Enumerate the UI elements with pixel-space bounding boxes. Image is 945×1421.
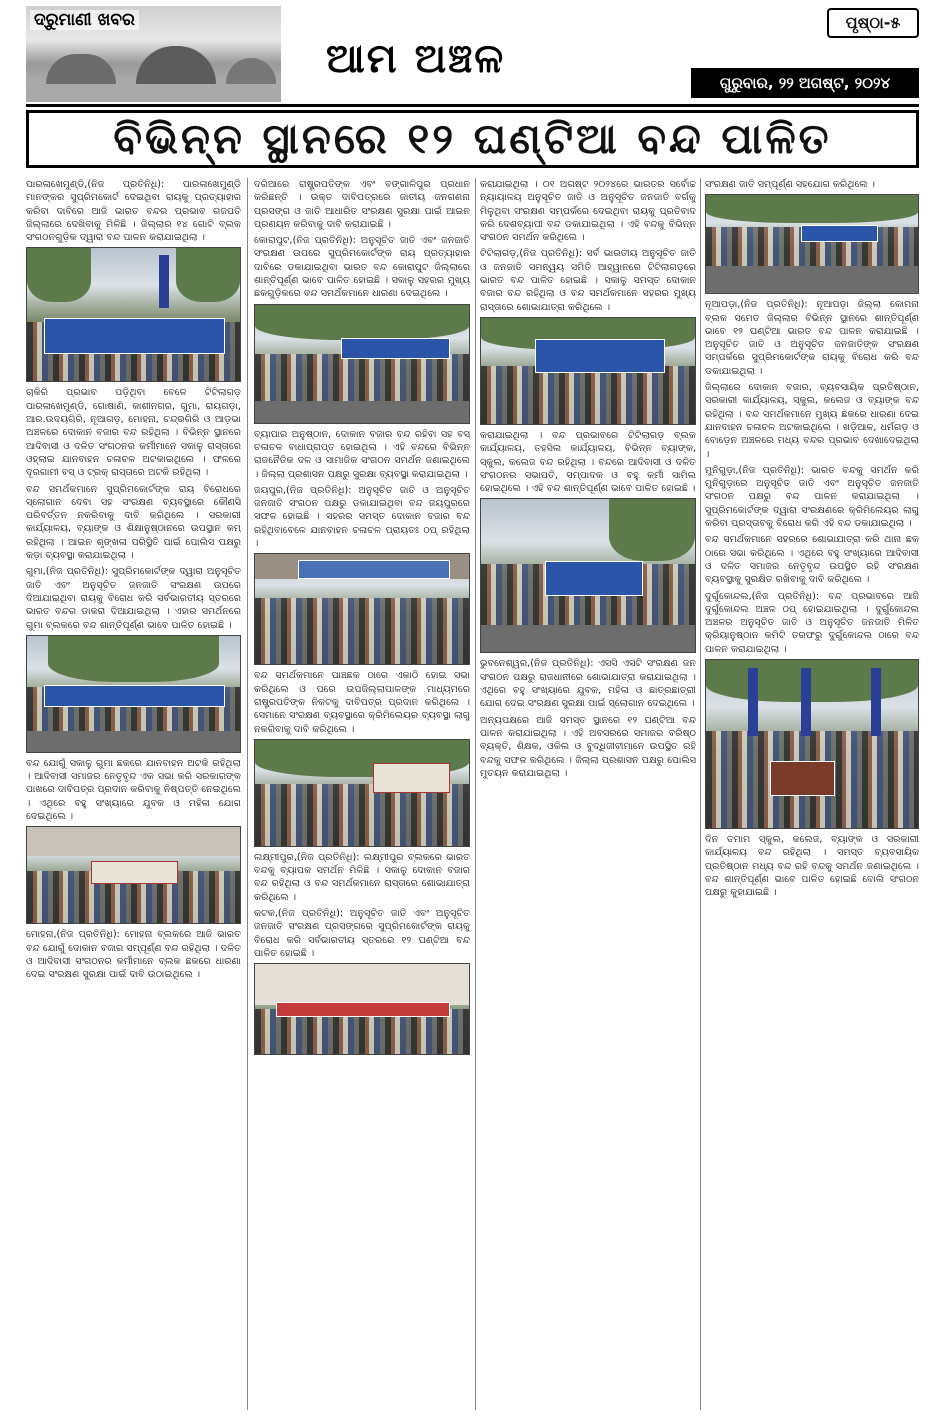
column-divider <box>700 178 701 1410</box>
protest-photo <box>254 304 470 424</box>
protest-photo <box>26 635 241 753</box>
article-paragraph: ଚାକିରି ପ୍ରଭାବ ପଡ଼ିଥିବା ବେଳେ ଟିଟିଲାଗଡ଼ ପାରଳାଖେମୁଣ୍ଡି, ଗୋଷାଣି, କାଶୀନଗର, ଗୁମା, ରାୟଗଡ଼ା, ଆର.ଉଦୟଗିରି, ନୂଆଗଡ଼, ମୋହନା, ଚନ୍ଦ୍ରଗିରି ଓ ଆଡ଼ଭା ଅଞ୍ଚଳରେ ଦୋକାନ ବଜାର ବନ୍ଦ ରହିଥିଲା । ବିଭିନ୍ନ ସ୍ଥାନରେ ଆଦିବାସୀ ଓ ଦଳିତ ସଂଗଠନର କର୍ମୀମାନେ ସକାଳୁ ରାସ୍ତାରେ ଓହ୍ଲାଇ ଯାନବାହନ ଚଳାଚଳ ଅଟକାଇଥିଲେ । ଫଳରେ ଦୂରଗାମୀ ବସ୍ ଓ ଟ୍ରକ୍ ରାସ୍ତାରେ ଅଟକି ରହିଥିଲା । <box>26 387 241 479</box>
publication-name: ଦ୍ରୁମାଣୀ ଖବର <box>30 10 139 30</box>
masthead-rule <box>26 104 919 107</box>
masthead-village-photo <box>26 6 281 102</box>
article-paragraph: କରାଯାଇଥିଲା । ୦୧ ଅଗଷ୍ଟ ୨୦୨୪ରେ ଭାରତର ସର୍ବୋଚ୍ଚ ନ୍ୟାୟାଳୟ ଅନୁସୂଚିତ ଜାତି ଓ ଅନୁସୂଚିତ ଜନଜାତି ବର୍ଗକୁ ମିଳୁଥିବା ସଂରକ୍ଷଣ ସମ୍ପର୍କରେ ଦେଇଥିବା ରାୟକୁ ପ୍ରତିବାଦ କରି ଦେଶବ୍ୟାପୀ ବନ୍ଦ ଡକାଯାଇଥିଲା । ଏହି ବନ୍ଦକୁ ବିଭିନ୍ନ ସଂଗଠନ ସମର୍ଥନ କରିଥିଲେ । <box>480 179 696 244</box>
protest-photo <box>254 553 470 665</box>
article-paragraph: ବନ୍ଦ ଯୋଗୁଁ ସକାଳୁ ଗୁମା ଛକରେ ଯାନବାହନ ଅଟକି ରହିଥିଲା । ଆଦିବାସୀ ସମାଜର ନେତୃବୃନ୍ଦ ଏକ ସଭା କରି ସରକାରଙ୍କ ପାଖରେ ଦାବିପତ୍ର ପ୍ରଦାନ କରିବାକୁ ନିଷ୍ପତ୍ତି ନେଇଥିଲେ । ଏଥିରେ ବହୁ ସଂଖ୍ୟାରେ ଯୁବକ ଓ ମହିଳା ଯୋଗ ଦେଇଥିଲେ । <box>26 757 241 823</box>
article-paragraph: ଟିଟିଲାଗଡ଼,(ନିଜ ପ୍ରତିନିଧି): ସର୍ବ ଭାରତୀୟ ଅନୁସୂଚିତ ଜାତି ଓ ଜନଜାତି ସମନ୍ୱୟ ସମିତି ଆହ୍ୱାନରେ ଟିଟିଲାଗଡ଼ରେ ଭାରତ ବନ୍ଦ ପାଳିତ ହୋଇଛି । ସକାଳୁ ସମସ୍ତ ଦୋକାନ ବଜାର ବନ୍ଦ ରହିଥିଲା ଓ ବନ୍ଦ ସମର୍ଥକମାନେ ସହରର ମୁଖ୍ୟ ରାସ୍ତାରେ ଶୋଭାଯାତ୍ରା କରିଥିଲେ । <box>480 248 696 313</box>
column-divider <box>247 178 248 1410</box>
protest-photo <box>26 826 241 924</box>
column-divider <box>475 178 476 1410</box>
article-paragraph: ଦରିଆରେ ରାଷ୍ଟ୍ରପତିଙ୍କ ଏବଂ ବଙ୍ଗାଳିପୁର ପ୍ରଧାନ କରିଛନ୍ତି । ଉକ୍ତ ଦାବିପତ୍ରରେ ଜାତୀୟ ଜନଗଣନା ପ୍ରସଙ୍ଗ ଓ ଜାତି ଆଧାରିତ ସଂରକ୍ଷଣ ସୁରକ୍ଷା ପାଇଁ ଆଇନ ପ୍ରଣୟନ କରିବାକୁ ଦାବି କରାଯାଇଛି । <box>254 179 470 230</box>
article-paragraph: କରାଯାଇଥିଲା । ବନ୍ଦ ପ୍ରଭାବରେ ଟିଟିଲାଗଡ଼ ବ୍ଲକ କାର୍ଯ୍ୟାଳୟ, ତହସିଲ କାର୍ଯ୍ୟାଳୟ, ବିଭିନ୍ନ ବ୍ୟାଙ୍କ, ସ୍କୁଲ, କଲେଜ ବନ୍ଦ ରହିଥିଲା । ବନ୍ଦରେ ଆଦିବାସୀ ଓ ଦଳିତ ସଂଗଠନର ସଭାପତି, ସମ୍ପାଦକ ଓ ବହୁ କର୍ମୀ ସାମିଲ ହୋଇଥିଲେ । ଏହି ବନ୍ଦ ଶାନ୍ତିପୂର୍ଣ୍ଣ ଭାବେ ପାଳିତ ହୋଇଛି । <box>480 429 696 495</box>
article-column-4 <box>705 178 919 1410</box>
article-paragraph: କୋରାପୁଟ,(ନିଜ ପ୍ରତିନିଧି): ଅନୁସୂଚିତ ଜାତି ଏବଂ ଜନଜାତି ସଂରକ୍ଷଣ ଉପରେ ସୁପ୍ରିମକୋର୍ଟଙ୍କ ରାୟ ପ୍ରତ୍ୟାହାର ଦାବିରେ ଡକାଯାଇଥିବା ଭାରତ ବନ୍ଦ କୋରାପୁଟ ଜିଲ୍ଲାରେ ଶାନ୍ତିପୂର୍ଣ୍ଣ ଭାବେ ପାଳିତ ହୋଇଛି । ସକାଳୁ ସହରର ମୁଖ୍ୟ ଛକଗୁଡ଼ିକରେ ବନ୍ଦ ସମର୍ଥକମାନେ ଧାରଣା ଦେଇଥିଲେ । <box>254 235 470 300</box>
article-paragraph: ଭୁବନେଶ୍ୱର,(ନିଜ ପ୍ରତିନିଧି): ଏସସି ଏସଟି ସଂରକ୍ଷଣ ଜନ ସଂଗଠନ ପକ୍ଷରୁ ରାଜଧାନୀରେ ଶୋଭାଯାତ୍ରା କରାଯାଇଥିଲା । ଏଥିରେ ବହୁ ସଂଖ୍ୟାରେ ଯୁବକ, ମହିଳା ଓ ଛାତ୍ରଛାତ୍ରୀ ଯୋଗ ଦେଇ ସଂରକ୍ଷଣ ସୁରକ୍ଷା ପାଇଁ ସ୍ଲୋଗାନ ଦେଇଥିଲେ । <box>480 658 696 710</box>
protest-photo <box>254 963 470 1055</box>
protest-photo <box>705 659 919 829</box>
protest-photo <box>705 194 919 294</box>
article-paragraph: ଦିନ ତମାମ ସ୍କୁଲ, କଲେଜ, ବ୍ୟାଙ୍କ ଓ ସରକାରୀ କାର୍ଯ୍ୟାଳୟ ବନ୍ଦ ରହିଥିଲା । ସମସ୍ତ ବ୍ୟବସାୟିକ ପ୍ରତିଷ୍ଠାନ ମଧ୍ୟ ବନ୍ଦ ରହି ବନ୍ଦକୁ ସମର୍ଥନ ଜଣାଇଥିଲେ । ବନ୍ଦ ଶାନ୍ତିପୂର୍ଣ୍ଣ ଭାବେ ପାଳିତ ହୋଇଛି ବୋଲି ସଂଗଠନ ପକ୍ଷରୁ କୁହାଯାଇଛି । <box>705 834 919 899</box>
article-paragraph: ଲକ୍ଷ୍ମୀପୁର,(ନିଜ ପ୍ରତିନିଧି): ଲକ୍ଷ୍ମୀପୁର ବ୍ଲକରେ ଭାରତ ବନ୍ଦକୁ ବ୍ୟାପକ ସମର୍ଥନ ମିଳିଛି । ସକାଳୁ ଦୋକାନ ବଜାର ବନ୍ଦ ରହିଥିଲା ଓ ବନ୍ଦ ସମର୍ଥକମାନେ ରାସ୍ତାରେ ଶୋଭାଯାତ୍ରା କରିଥିଲେ । <box>254 851 470 903</box>
main-headline-box <box>26 110 919 168</box>
dateline: ଗୁରୁବାର, ୨୨ ଅଗଷ୍ଟ, ୨୦୨୪ <box>691 68 919 98</box>
main-headline: ବିଭିନ୍ନ ସ୍ଥାନରେ ୧୨ ଘଣ୍ଟିଆ ବନ୍ଦ ପାଳିତ <box>113 114 832 163</box>
article-column-2 <box>254 178 470 1410</box>
article-column-3 <box>480 178 696 1410</box>
page-number: ପୃଷ୍ଠା-୫ <box>827 8 919 38</box>
article-paragraph: ଜୟପୁର,(ନିଜ ପ୍ରତିନିଧି): ଅନୁସୂଚିତ ଜାତି ଓ ଅନୁସୂଚିତ ଜନଜାତି ସଂଗଠନ ପକ୍ଷରୁ ଡକାଯାଇଥିବା ବନ୍ଦ ଜୟପୁରରେ ସଫଳ ହୋଇଛି । ସହରର ସମସ୍ତ ଦୋକାନ ବଜାର ବନ୍ଦ ରହିଥିବାବେଳେ ଯାନବାହନ ଚଳାଚଳ ପ୍ରାୟତଃ ଠପ୍ ରହିଥିଲା । <box>254 484 470 550</box>
article-paragraph: ଗୁମା,(ନିଜ ପ୍ରତିନିଧି): ସୁପ୍ରିମକୋର୍ଟଙ୍କ ଦ୍ୱାରା ଅନୁସୂଚିତ ଜାତି ଏବଂ ଅନୁସୂଚିତ ଜନଜାତି ସଂରକ୍ଷଣ ଉପରେ ଦିଆଯାଇଥିବା ରାୟକୁ ବିରୋଧ କରି ସର୍ବଭାରତୀୟ ସ୍ତରରେ ଭାରତ ବନ୍ଦର ଡାକରା ଦିଆଯାଇଥିଲା । ଏହାର ସମର୍ଥନରେ ଗୁମା ବ୍ଲକରେ ବନ୍ଦ ଶାନ୍ତିପୂର୍ଣ୍ଣ ଭାବେ ପାଳିତ ହୋଇଛି । <box>26 566 241 631</box>
protest-photo <box>26 247 241 382</box>
article-paragraph: ଦୁର୍ଗୁକୋନ୍ଦଲ,(ନିଜ ପ୍ରତିନିଧି): ବନ୍ଦ ପ୍ରଭାବରେ ଆଜି ଦୁର୍ଗୁକୋନ୍ଦଲ ଅଞ୍ଚଳ ଠପ୍ ହୋଇଯାଇଥିଲା । ଦୁର୍ଗୁକୋନ୍ଦଲ ଅଞ୍ଚଳର ଅନୁସୂଚିତ ଜାତି ଓ ଅନୁସୂଚିତ ଜନଜାତି ମିଳିତ କ୍ରିୟାନୁଷ୍ଠାନ କମିଟି ତରଫରୁ ଦୁର୍ଗୁକୋନ୍ଦଲ ଠାରେ ବନ୍ଦ ପାଳନ କରାଯାଇଥିଲା । <box>705 590 919 655</box>
article-paragraph: ମୋହନା,(ନିଜ ପ୍ରତିନିଧି): ମୋହନା ବ୍ଲକରେ ଆଜି ଭାରତ ବନ୍ଦ ଯୋଗୁଁ ଦୋକାନ ବଜାର ସମ୍ପୂର୍ଣ୍ଣ ବନ୍ଦ ରହିଥିଲା । ଦଳିତ ଓ ଆଦିବାସୀ ସଂଗଠନର କର୍ମୀମାନେ ବ୍ଲକ ଛକରେ ଧାରଣା ଦେଇ ସଂରକ୍ଷଣ ସୁରକ୍ଷା ପାଇଁ ଦାବି ଉଠାଇଥିଲେ । <box>26 929 241 981</box>
article-paragraph: ବ୍ୟାପାର ଅନୁଷ୍ଠାନ, ଦୋକାନ ବଜାର ବନ୍ଦ ରହିବା ସହ ବସ୍ ଚଳାଚଳ ବାଧାପ୍ରାପ୍ତ ହୋଇଥିଲା । ଏହି ବନ୍ଦରେ ବିଭିନ୍ନ ରାଜନୈତିକ ଦଳ ଓ ସାମାଜିକ ସଂଗଠନ ସମର୍ଥନ ଜଣାଇଥିଲେ । ଜିଲ୍ଲା ପ୍ରଶାସନ ପକ୍ଷରୁ ସୁରକ୍ଷା ବ୍ୟବସ୍ଥା କରାଯାଇଥିଲା । <box>254 428 470 480</box>
masthead <box>26 6 919 104</box>
article-paragraph: ବନ୍ଦ ସମର୍ଥକମାନେ ପାଞ୍ଚଛକ ଠାରେ ଏକାଠି ହୋଇ ସଭା କରିଥିଲେ ଓ ପରେ ଉପଜିଲ୍ଲାପାଳଙ୍କ ମାଧ୍ୟମରେ ରାଷ୍ଟ୍ରପତିଙ୍କ ନିକଟକୁ ଦାବିପତ୍ର ପ୍ରଦାନ କରିଥିଲେ । ସେମାନେ ସଂରକ୍ଷଣ ବ୍ୟବସ୍ଥାରେ କ୍ରିମିଲେୟର ବ୍ୟବସ୍ଥା ଲାଗୁ ନକରିବାକୁ ଦାବି କରିଥିଲେ । <box>254 670 470 735</box>
article-paragraph: କଟକ,(ନିଜ ପ୍ରତିନିଧି): ଅନୁସୂଚିତ ଜାତି ଏବଂ ଅନୁସୂଚିତ ଜନଜାତି ସଂରକ୍ଷଣ ପ୍ରସଙ୍ଗରେ ସୁପ୍ରିମକୋର୍ଟଙ୍କ ରାୟକୁ ବିରୋଧ କରି ସର୍ବଭାରତୀୟ ସ୍ତରରେ ୧୨ ଘଣ୍ଟିଆ ବନ୍ଦ ପାଳିତ ହୋଇଛି । <box>254 908 470 959</box>
protest-photo <box>480 498 696 653</box>
article-paragraph: ଅନ୍ୟପକ୍ଷରେ ଆଜି ସମସ୍ତ ସ୍ଥାନରେ ୧୨ ଘଣ୍ଟିଆ ବନ୍ଦ ପାଳନ କରାଯାଇଥିଲା । ଏହି ଅବସରରେ ସମାଜର ବରିଷ୍ଠ ବ୍ୟକ୍ତି, ଶିକ୍ଷକ, ଓକିଲ ଓ ବୁଦ୍ଧିଜୀବୀମାନେ ଉପସ୍ଥିତ ରହି ବନ୍ଦକୁ ସଫଳ କରିଥିଲେ । ଜିଲ୍ଲା ପ୍ରଶାସନ ପକ୍ଷରୁ ପୋଲିସ ମୁତୟନ କରାଯାଇଥିଲା । <box>480 714 696 779</box>
article-paragraph: ଜିଲ୍ଲାରେ ଦୋକାନ ବଜାର, ବ୍ୟବସାୟିକ ପ୍ରତିଷ୍ଠାନ, ସରକାରୀ କାର୍ଯ୍ୟାଳୟ, ସ୍କୁଲ, କଲେଜ ଓ ବ୍ୟାଙ୍କ ବନ୍ଦ ରହିଥିଲା । ବନ୍ଦ ସମର୍ଥକମାନେ ମୁଖ୍ୟ ଛକରେ ଧାରଣା ଦେଇ ଯାନବାହନ ଚଳାଚଳ ଅଟକାଇଥିଲେ । ଖଡ଼ିଆଳ, ଧର୍ମଗଡ଼ ଓ ବୋଡ଼େନ ଅଞ୍ଚଳରେ ମଧ୍ୟ ବନ୍ଦର ପ୍ରଭାବ ଦେଖାଦେଇଥିଲା । <box>705 382 919 460</box>
section-title: ଆମ ଅଞ୍ଚଳ <box>326 36 506 82</box>
article-paragraph: ସଂରକ୍ଷଣ ଜାତି ସମ୍ପୂର୍ଣ୍ଣ ସହଯୋଗ କରିଥିଲେ । <box>705 179 875 190</box>
protest-photo <box>254 739 470 847</box>
article-paragraph: ବନ୍ଦ ସମର୍ଥକମାନେ ସୁପ୍ରିମକୋର୍ଟଙ୍କ ରାୟ ବିରୋଧରେ ସ୍ଲୋଗାନ ଦେବା ସହ ସଂରକ୍ଷଣ ବ୍ୟବସ୍ଥାରେ କୌଣସି ପରିବର୍ତ୍ତନ ନକରିବାକୁ ଦାବି କରିଥିଲେ । ସରକାରୀ କାର୍ଯ୍ୟାଳୟ, ବ୍ୟାଙ୍କ ଓ ଶିକ୍ଷାନୁଷ୍ଠାନରେ ଉପସ୍ଥାନ କମ୍ ରହିଥିଲା । ଆଇନ ଶୃଙ୍ଖଳା ପରିସ୍ଥିତି ପାଇଁ ପୋଲିସ ପକ୍ଷରୁ କଡ଼ା ବ୍ୟବସ୍ଥା କରାଯାଇଥିଲା । <box>26 483 241 562</box>
protest-photo <box>480 317 696 425</box>
article-paragraph: ମୁନିଗୁଡ଼ା,(ନିଜ ପ୍ରତିନିଧି): ଭାରତ ବନ୍ଦକୁ ସମର୍ଥନ କରି ମୁନିଗୁଡ଼ାରେ ଅନୁସୂଚିତ ଜାତି ଏବଂ ଅନୁସୂଚିତ ଜନଜାତି ସଂଗଠନ ପକ୍ଷରୁ ବନ୍ଦ ପାଳନ କରାଯାଇଥିଲା । ସୁପ୍ରିମକୋର୍ଟଙ୍କ ଦ୍ୱାରା ସଂରକ୍ଷଣରେ କ୍ରିମିଲେୟର ଲାଗୁ କରିବା ପ୍ରସ୍ତାବକୁ ବିରୋଧ କରି ଏହି ବନ୍ଦ ଡକାଯାଇଥିଲା । <box>705 464 919 530</box>
article-paragraph: ବନ୍ଦ ସମର୍ଥକମାନେ ସହରରେ ଶୋଭାଯାତ୍ରା କରି ଥାନା ଛକ ଠାରେ ସଭା କରିଥିଲେ । ଏଥିରେ ବହୁ ସଂଖ୍ୟାରେ ଆଦିବାସୀ ଓ ଦଳିତ ସମାଜର ନେତୃବୃନ୍ଦ ଉପସ୍ଥିତ ରହି ସଂରକ୍ଷଣ ବ୍ୟବସ୍ଥାକୁ ସୁରକ୍ଷିତ ରଖିବାକୁ ଦାବି କରିଥିଲେ । <box>705 534 919 586</box>
article-paragraph: ପାରଳାଖେମୁଣ୍ଡି,(ନିଜ ପ୍ରତିନିଧି): ପାରଳାଖେମୁଣ୍ଡି ମାନଙ୍କର ସୁପ୍ରିମକୋର୍ଟ ଦେଇଥିବା ରାୟକୁ ପ୍ରତ୍ୟାହାର କରିବା ଦାବିରେ ଆଜି ଭାରତ ବନ୍ଦର ପ୍ରଭାବ ଗଜପତି ଜିଲ୍ଲାରେ ଦେଖିବାକୁ ମିଳିଛି । ଜିଲ୍ଲାର ୧୪ ଗୋଟି ବ୍ଲକ ସଂଗଠନଗୁଡ଼ିକ ଦ୍ୱାରା ବନ୍ଦ ପାଳନ କରାଯାଇଥିଲା । <box>26 179 241 244</box>
article-paragraph: ନୂଆପଡ଼ା,(ନିଜ ପ୍ରତିନିଧି): ନୂଆପଡ଼ା ଜିଲ୍ଲା କୋମନା ବ୍ଲକ ସମେତ ଜିଲ୍ଲାର ବିଭିନ୍ନ ସ୍ଥାନରେ ଶାନ୍ତିପୂର୍ଣ୍ଣ ଭାବେ ୧୨ ଘଣ୍ଟିଆ ଭାରତ ବନ୍ଦ ପାଳନ କରାଯାଇଛି । ଅନୁସୂଚିତ ଜାତି ଓ ଅନୁସୂଚିତ ଜନଜାତିଙ୍କ ସଂରକ୍ଷଣ ସମ୍ପର୍କରେ ସୁପ୍ରିମକୋର୍ଟଙ୍କ ରାୟକୁ ବିରୋଧ କରି ବନ୍ଦ ଡକାଯାଇଥିଲା । <box>705 299 919 377</box>
article-column-1 <box>26 178 241 1410</box>
